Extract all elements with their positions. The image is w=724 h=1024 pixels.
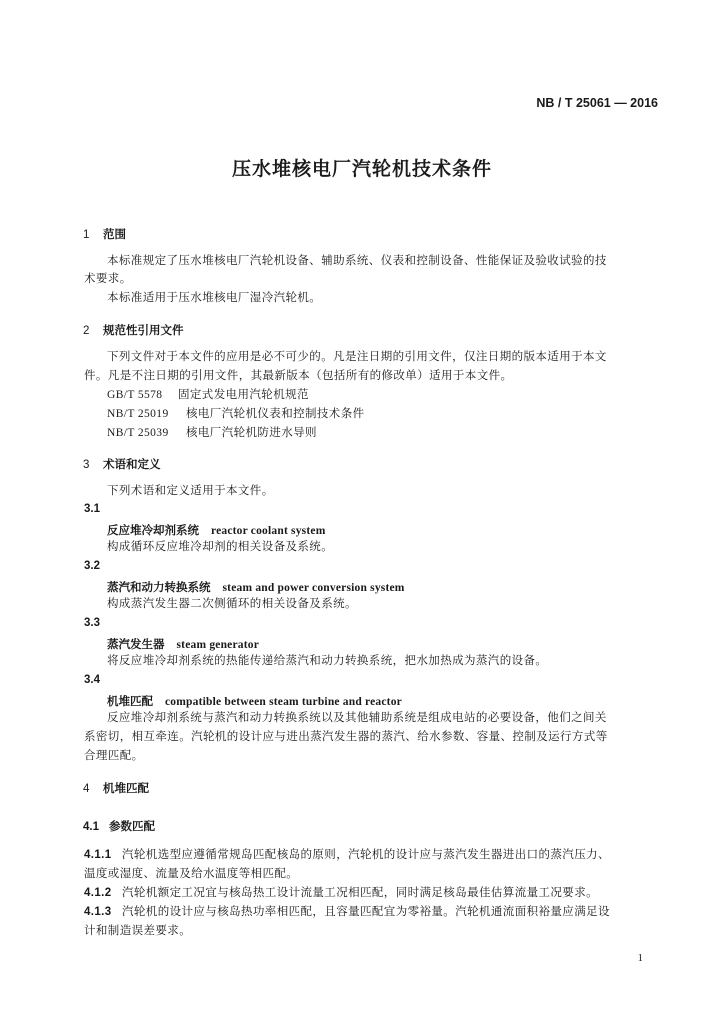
term-definition-line1: 反应堆冷却剂系统与蒸汽和动力转换系统以及其他辅助系统是组成电站的必要设备，他们之间关 — [107, 710, 607, 724]
term-heading — [107, 522, 325, 538]
term-cn: 蒸汽和动力转换系统 — [107, 580, 211, 594]
reference-item — [107, 389, 309, 402]
term-number: 3.1 — [84, 503, 100, 515]
term-cn: 机堆匹配 — [107, 694, 153, 708]
clause-number: 4.1.1 — [84, 849, 112, 861]
term-en: steam generator — [176, 639, 260, 651]
term-cn: 反应堆冷却剂系统 — [107, 523, 199, 537]
term-en: steam and power conversion system — [222, 582, 405, 594]
section-title: 术语和定义 — [103, 457, 161, 471]
section-number: 2 — [83, 325, 90, 337]
term-cn: 蒸汽发生器 — [107, 637, 165, 651]
page-number: 1 — [637, 952, 643, 964]
standard-code: NB / T 25061 — 2016 — [536, 96, 658, 110]
subsection-number: 4.1 — [83, 821, 99, 833]
term-definition: 构成循环反应堆冷却剂的相关设备及系统。 — [107, 539, 334, 553]
term-heading — [107, 579, 405, 595]
term-heading — [107, 636, 259, 652]
refs-intro-line1: 下列文件对于本文件的应用是必不可少的。凡是注日期的引用文件，仅注日期的版本适用于本文 — [107, 349, 607, 363]
section-title: 规范性引用文件 — [103, 323, 184, 337]
term-definition: 构成蒸汽发生器二次侧循环的相关设备及系统。 — [107, 596, 357, 610]
term-number: 3.2 — [84, 560, 100, 572]
subsection-4-1-heading — [83, 818, 155, 834]
refs-intro-line2: 件。凡是不注日期的引用文件，其最新版本（包括所有的修改单）适用于本文件。 — [84, 368, 513, 382]
section-4-heading — [83, 780, 149, 796]
clause-item — [84, 887, 598, 900]
term-heading — [107, 693, 402, 709]
term-en: reactor coolant system — [211, 525, 326, 537]
term-number: 3.3 — [84, 617, 100, 629]
clause-continuation: 温度或湿度、流量及给水温度等相匹配。 — [84, 866, 299, 880]
term-definition: 将反应堆冷却剂系统的热能传递给蒸汽和动力转换系统，把水加热成为蒸汽的设备。 — [107, 653, 548, 667]
document-title: 压水堆核电厂汽轮机技术条件 — [231, 158, 492, 180]
section-title: 范围 — [103, 227, 126, 241]
scope-para1-line2: 术要求。 — [84, 271, 132, 285]
clause-item — [84, 849, 610, 862]
reference-item — [107, 427, 317, 440]
scope-para2: 本标准适用于压水堆核电厂湿冷汽轮机。 — [107, 290, 322, 304]
section-3-heading — [83, 456, 161, 472]
clause-continuation: 计和制造误差要求。 — [84, 923, 192, 937]
reference-title: 核电厂汽轮机仪表和控制技术条件 — [186, 406, 365, 420]
subsection-title: 参数匹配 — [109, 819, 155, 833]
clause-item — [84, 906, 610, 919]
section-number: 4 — [83, 783, 90, 795]
clause-text: 汽轮机选型应遵循常规岛匹配核岛的原则，汽轮机的设计应与蒸汽发生器进出口的蒸汽压力、 — [122, 847, 610, 861]
reference-title: 核电厂汽轮机防进水导则 — [186, 425, 317, 439]
reference-code: GB/T 5578 — [107, 389, 163, 401]
section-number: 3 — [83, 459, 90, 471]
clause-number: 4.1.3 — [84, 906, 112, 918]
term-number: 3.4 — [84, 674, 100, 686]
reference-item — [107, 408, 365, 421]
reference-code: NB/T 25019 — [107, 408, 169, 420]
reference-code: NB/T 25039 — [107, 427, 169, 439]
section-1-heading — [83, 226, 126, 242]
clause-text: 汽轮机的设计应与核岛热功率相匹配，且容量匹配宜为零裕量。汽轮机通流面积裕量应满足设 — [122, 904, 610, 918]
clause-text: 汽轮机额定工况宜与核岛热工设计流量工况相匹配，同时满足核岛最佳估算流量工况要求。 — [122, 885, 598, 899]
scope-para1-line1: 本标准规定了压水堆核电厂汽轮机设备、辅助系统、仪表和控制设备、性能保证及验收试验的技 — [107, 253, 607, 267]
term-definition-line2: 系密切，相互牵连。汽轮机的设计应与进出蒸汽发生器的蒸汽、给水参数、容量、控制及运行方式等 — [84, 729, 608, 743]
section-number: 1 — [83, 229, 90, 241]
term-definition-line3: 合理匹配。 — [84, 748, 144, 762]
section-title: 机堆匹配 — [103, 781, 149, 795]
terms-intro: 下列术语和定义适用于本文件。 — [107, 483, 274, 497]
term-en: compatible between steam turbine and reactor — [165, 696, 402, 708]
reference-title: 固定式发电用汽轮机规范 — [178, 387, 309, 401]
section-2-heading — [83, 322, 184, 338]
clause-number: 4.1.2 — [84, 887, 112, 899]
